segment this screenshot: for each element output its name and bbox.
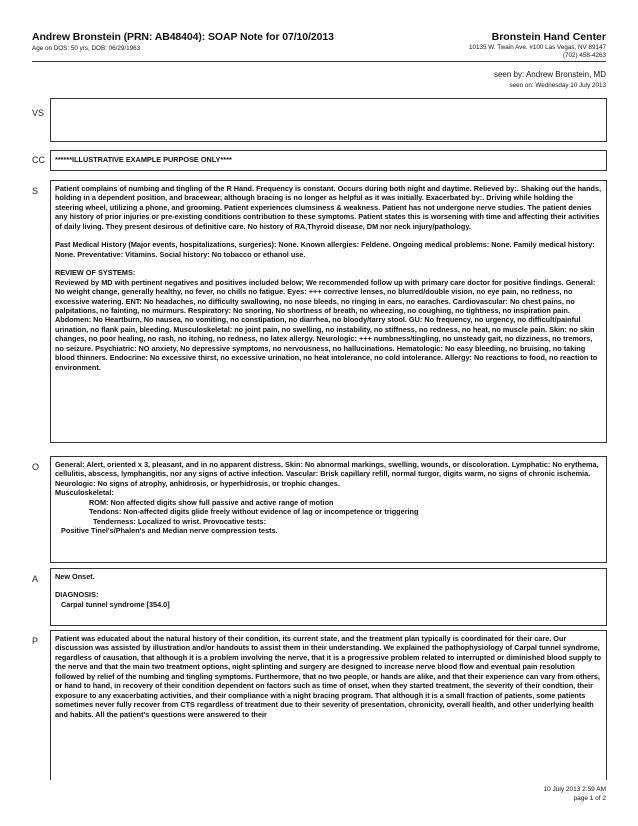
plan-box [50, 630, 607, 780]
patient-age-dob: Age on DOS: 50 yrs, DOB: 06/29/1963 [32, 45, 141, 52]
objective-general: General: Alert, oriented x 3, pleasant, and in no apparent distress. Skin: No abnormal markings, swelling, wounds, or discoloration. Lymphatic: No erythema, cellulitis, abscess, lymphangitis, nor any signs of active infection. Vascular: Brisk capillary refill, normal turgor, digits warm, no signs of chronic ischemia. Neurologic: No signs of atrophy, anhidrosis, or hyperhidrosis, or trophic changes. [55, 460, 599, 488]
musculoskeletal-title: Musculoskeletal: [55, 488, 114, 498]
section-label-a: A [32, 574, 39, 584]
tendons-finding: Tendons: Non-affected digits glide freely without evidence of lag or incompetence or triggering [89, 507, 419, 517]
tenderness-finding: Tenderness: Localized to wrist. Provocative tests: [93, 516, 267, 526]
subjective-box [50, 180, 607, 443]
clinic-header [469, 31, 606, 59]
note-title: Andrew Bronstein (PRN: AB48404): SOAP Note for 07/10/2013 [32, 31, 334, 43]
chief-complaint-box [50, 150, 607, 171]
review-of-systems: Reviewed by MD with pertinent negatives and positives included below; We recommended follow up with primary care doctor for positive findings. General: No weight change, generally healthy, no fever, no chills no fatigue. Eyes: +++ corrective lenses, no blurred/double vision, no eye pain, no redness, no excessive watering. ENT: No headaches, no difficulty swallowing, no nose bleeds, no ringing in ears, no earaches. Cardiovascular: No chest pains, no palpitations, no fainting, no murmurs. Respiratory: No snoring, No shortness of breath, no wheezing, no coughing, no tightness, no inspiration pain. Abdomen: No Heartburn, No nausea, no vomiting, no constipation, no diarrhea, no bloody/tarry stool. GU: No frequency, no urgency, no difficult/painful urination, no flank pain, bleeding. Musculoskeletal: no joint pain, no swelling, no instability, no stiffness, no redness, no heat, no muscle pain. Skin: no skin changes, no poor healing, no rash, no itching, no redness, no latex allergy. Neurologic: +++ numbness/tingling, no unsteady gait, no dizziness, no tremors, no seizure. Psychiatric: NO anxiety, No depressive symptoms, no nervousness, no hallucinations. Hematologic: No easy bleeding, no bruising, no taking blood thinners. Endocrine: No excessive thirst, no excessive urination, no heat intolerance, no cold intolerance. Allergy: No reactions to food, no reaction to environment. [55, 277, 598, 372]
section-label-cc: CC [32, 155, 45, 165]
past-medical-history: Past Medical History (Major events, hospitalizations, surgeries): None. Known allergies: Feldene. Ongoing medical problems: None. Family medical history: None. Preventative: Vitamins. Social history: No tobacco or ethanol use. [55, 240, 595, 259]
provocative-tests-finding: Positive Tinel's/Phalen's and Median nerve compression tests. [61, 526, 278, 536]
ros-title: REVIEW OF SYSTEMS: [55, 268, 136, 278]
page-number: page 1 of 2 [573, 795, 606, 802]
clinic-name: Bronstein Hand Center [491, 31, 606, 43]
clinic-address: 10135 W. Twain Ave. #100 Las Vegas, NV 89147 [469, 44, 606, 51]
section-label-vs: VS [32, 108, 45, 118]
rom-finding: ROM: Non affected digits show full passive and active range of motion [89, 497, 334, 507]
diagnosis-title: DIAGNOSIS: [55, 590, 99, 600]
chief-complaint-text: ******ILLUSTRATIVE EXAMPLE PURPOSE ONLY**** [55, 155, 232, 164]
clinic-phone: (702) 458-4263 [562, 52, 606, 59]
page-footer [543, 785, 606, 803]
patient-header [32, 31, 334, 52]
print-timestamp: 10 July 2013 2:59 AM [543, 786, 606, 793]
header-divider [32, 61, 606, 62]
assessment-onset: New Onset. [55, 572, 95, 581]
section-label-o: O [32, 462, 40, 472]
section-label-p: P [32, 636, 39, 646]
section-label-s: S [32, 186, 39, 196]
seen-info [494, 70, 606, 89]
plan-text: Patient was educated about the natural history of their condition, its current state, and the treatment plan typically is coordinated for their care. Our discussion was assisted by illustration and/or handouts to assist them in their understanding. We explained the pathophysiology of Carpal tunnel syndrome, regardless of causation, that although it is a problem involving the nerve, that it is a progressive problem related to interrupted or diminished blood supply to the nerve and that the main two treatment options, night splinting and surgery are designed to increase nerve blood flow and eventual pain resolution followed by relief of the numbing and tingling symptoms. Furthermore, that no two people, or hands are alike, and that their experience can vary from others, or hand to hand, in recovery of their condition dependent on factors such as time of onset, when they started treatment, the severity of their condtion, their exposure to any exacerbating activities, and their compliance with a night bracing program. That although it is a small fraction of patients, some patients sometimes never fully recover from CTS regardless of treatment due to their severity of presentation, chronicity, overall health, and other underlying health and habits. All the patient's questions were answered to their [55, 634, 602, 719]
subjective-complaint: Patient complains of numbing and tingling of the R Hand. Frequency is constant. Occurs during both night and daytime. Relieved by:. Shaking out the hands, holding in a dependent position, and bracewear, although bracing is no longer as helpful as it was initially. Exacerbated by:. Driving while holding the steering wheel, utilizing a phone, and grooming. Patient experiences clumsiness & weakness. Patient has not undergone nerve studies. The patient denies any history of prior injuries or pre-existing conditions contribution to these symptoms. Patient states this is worsening with time and affecting their activities of daily living. They present desirous of definitive care. No history of RA,Thyroid disease, DM nor neck injury/pathology. [55, 184, 602, 231]
seen-on: seen on: Wednesday 10 July 2013 [509, 82, 606, 89]
objective-box [50, 456, 607, 563]
seen-by: seen by: Andrew Bronstein, MD [493, 70, 606, 79]
diagnosis-text: Carpal tunnel syndrome [354.0] [61, 599, 170, 609]
assessment-box [50, 568, 607, 626]
vitals-box [50, 98, 607, 142]
